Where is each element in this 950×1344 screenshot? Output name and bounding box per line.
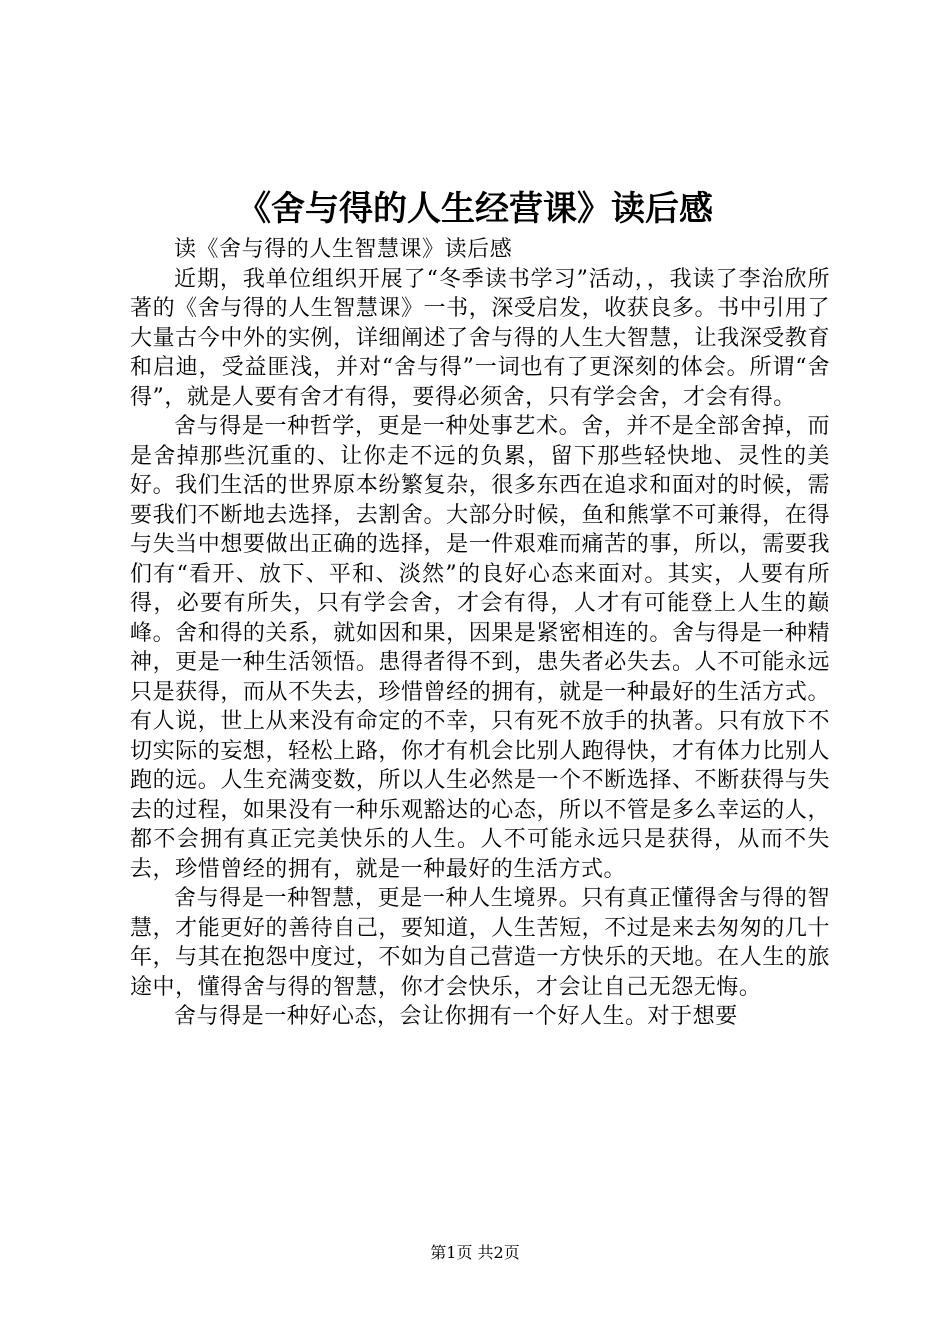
subtitle-paragraph: 读《舍与得的人生智慧课》读后感 <box>174 237 513 262</box>
page-number-footer: 第1页 共2页 <box>430 1243 520 1262</box>
body-paragraph: 舍与得是一种好心态，会让你拥有一个好人生。对于想要 <box>174 1004 738 1029</box>
body-paragraph: 舍与得是一种智慧，更是一种人生境界。只有真正懂得舍与得的智慧，才能更好的善待自己，要知道，人生苦短，不过是来去匆匆的几十年，与其在抱怨中度过，不如为自己营造一方快乐的天地。在人生的旅途中，懂得舍与得的智慧，你才会快乐，才会让自己无怨无悔。 <box>130 886 830 1000</box>
document-title: 《舍与得的人生经营课》读后感 <box>237 189 713 229</box>
body-paragraph: 舍与得是一种哲学，更是一种处事艺术。舍，并不是全部舍掉，而是舍掉那些沉重的、让你走不远的负累，留下那些轻快地、灵性的美好。我们生活的世界原本纷繁复杂，很多东西在追求和面对的时候，需要我们不断地去选择，去割舍。大部分时候，鱼和熊掌不可兼得，在得与失当中想要做出正确的选择，是一件艰难而痛苦的事，所以，需要我们有“看开、放下、平和、淡然”的良好心态来面对。其实，人要有所得，必要有所失，只有学会舍，才会有得，人才有可能登上人生的巅峰。舍和得的关系，就如因和果，因果是紧密相连的。舍与得是一种精神，更是一种生活领悟。患得者得不到，患失者必失去。人不可能永远只是获得，而从不失去，珍惜曾经的拥有，就是一种最好的生活方式。有人说，世上从来没有命定的不幸，只有死不放手的执著。只有放下不切实际的妄想，轻松上路，你才有机会比别人跑得快，才有体力比别人跑的远。人生充满变数，所以人生必然是一个不断选择、不断获得与失去的过程，如果没有一种乐观豁达的心态，所以不管是多么幸运的人，都不会拥有真正完美快乐的人生。人不可能永远只是获得，从而不失去，珍惜曾经的拥有，就是一种最好的生活方式。 <box>130 414 830 882</box>
document-body <box>130 235 830 1032</box>
body-paragraph: 近期，我单位组织开展了“冬季读书学习”活动，，我读了李治欣所著的《舍与得的人生智慧课》一书，深受启发，收获良多。书中引用了大量古今中外的实例，详细阐述了舍与得的人生大智慧，让我深受教育和启迪，受益匪浅，并对“舍与得”一词也有了更深刻的体会。所谓“舍得”，就是人要有舍才有得，要得必须舍，只有学会舍，才会有得。 <box>130 266 830 410</box>
